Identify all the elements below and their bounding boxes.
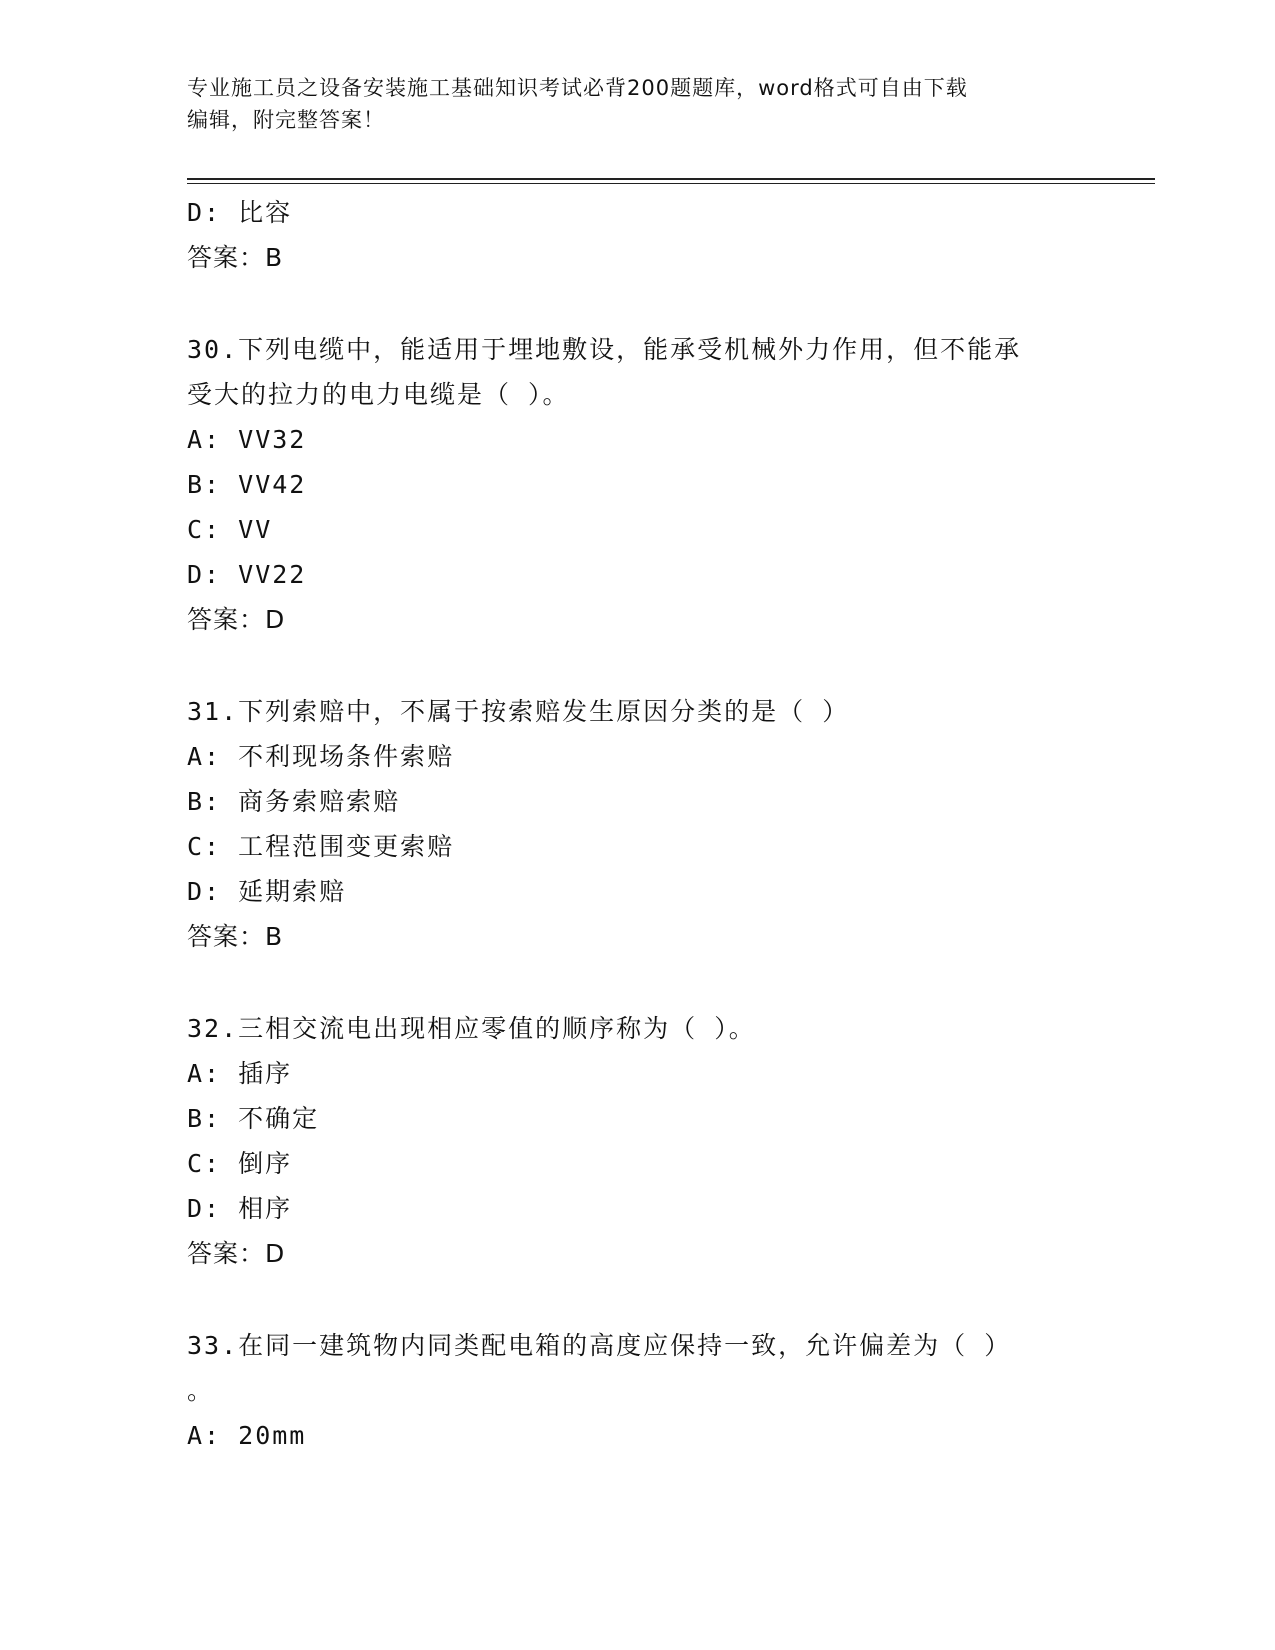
option-a: A: 不利现场条件索赔 [187,742,455,771]
header-rule-thick [187,178,1155,180]
header-line-2: 编辑，附完整答案！ [187,108,385,132]
option-d: D: VV22 [187,560,307,589]
option-a: A: 20mm [187,1421,307,1450]
question-33 [187,1323,1087,1458]
question-stem-cont: 。 [187,1376,215,1405]
question-stem-cont: 受大的拉力的电力电缆是（ ）。 [187,380,570,409]
option-c: C: 倒序 [187,1149,293,1178]
header-line-1: 专业施工员之设备安装施工基础知识考试必背200题题库，word格式可自由下载 [187,76,968,100]
question-30 [187,327,1087,642]
document-header [187,72,1087,136]
question-32 [187,1006,1087,1276]
question-stem: 30.下列电缆中，能适用于埋地敷设，能承受机械外力作用，但不能承 [187,335,1022,364]
option-b: B: 不确定 [187,1104,320,1133]
option-c: C: VV [187,515,273,544]
question-stem: 32.三相交流电出现相应零值的顺序称为（ ）。 [187,1014,756,1043]
question-stem: 31.下列索赔中，不属于按索赔发生原因分类的是（ ） [187,697,850,726]
option-d: D: 相序 [187,1194,293,1223]
option-b: B: 商务索赔索赔 [187,787,401,816]
answer: 答案：B [187,243,284,272]
answer: 答案：B [187,922,284,951]
question-31 [187,689,1087,959]
answer: 答案：D [187,605,286,634]
option-a: A: 插序 [187,1059,293,1088]
answer: 答案：D [187,1239,286,1268]
document-body [187,190,1087,1458]
option-b: B: VV42 [187,470,307,499]
option-d: D: 比容 [187,198,293,227]
option-c: C: 工程范围变更索赔 [187,832,455,861]
option-a: A: VV32 [187,425,307,454]
question-stem: 33.在同一建筑物内同类配电箱的高度应保持一致，允许偏差为（ ） [187,1331,1012,1360]
prev-question-tail [187,190,1087,280]
header-rule-thin [187,183,1155,184]
option-d: D: 延期索赔 [187,877,347,906]
